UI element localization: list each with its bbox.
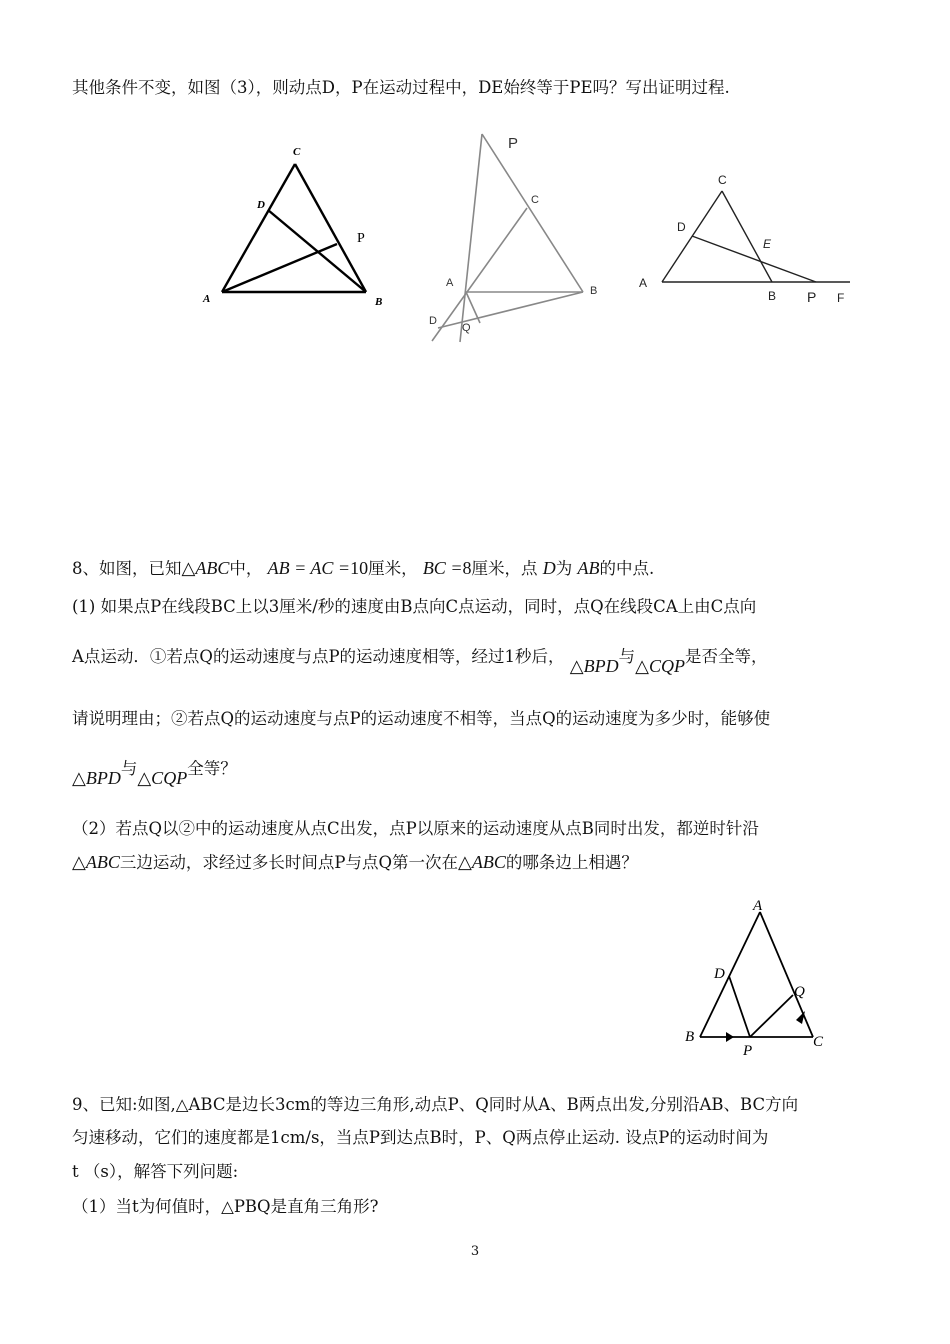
q9-line-2: 匀速移动，它们的速度都是1cm/s，当点P到达点B时，P、Q两点停止运动. 设点P的运动时间为 — [72, 1128, 769, 1147]
q8-fig-label-b: B — [685, 1029, 695, 1045]
q8-fig-label-p: P — [743, 1043, 753, 1059]
q8-text: 中， — [229, 559, 263, 578]
q8-math-triangle-bpd: △BPD — [72, 768, 121, 788]
q8-math-triangle-abc: △ABC — [181, 558, 230, 578]
fig1-label-d: D — [257, 199, 265, 211]
q8-math-ab: AB — [577, 558, 600, 578]
q8-fig-label-d: D — [714, 966, 725, 982]
q8-fig-label-q: Q — [794, 984, 805, 1000]
q8-text: 8、如图，已知 — [72, 559, 182, 578]
q8-math-triangle-cqp: △CQP — [635, 656, 685, 676]
fig1-label-c: C — [293, 146, 301, 158]
q8-text: 与 — [120, 759, 138, 778]
fig1-label-p: P — [357, 231, 365, 246]
q9-line-3: t （s），解答下列问题: — [72, 1162, 239, 1181]
q8-line-6: （2）若点Q以②中的运动速度从点C出发，点P以原来的运动速度从点B同时出发，都逆时针沿 — [72, 819, 759, 838]
q8-text: 厘米，点 — [471, 559, 538, 578]
q8-math-triangle-cqp: △CQP — [137, 768, 188, 788]
fig2-label-b: B — [590, 285, 598, 297]
q8-line-7 — [72, 851, 638, 874]
fig3-label-d: D — [677, 220, 686, 234]
q9-line-1: 9、已知:如图,△ABC是边长3cm的等边三角形,动点P、Q同时从A、B两点出发,分别沿AB、BC方向 — [72, 1095, 799, 1114]
q8-line-3 — [72, 645, 768, 676]
q8-line-1 — [72, 557, 654, 580]
q8-text: 三边运动，求经过多长时间点P与点Q第一次在 — [119, 853, 458, 872]
q8-line-4: 请说明理由；②若点Q的运动速度与点P的运动速度不相等，当点Q的运动速度为多少时，能够使 — [72, 709, 771, 728]
q8-value-10: 10 — [350, 558, 369, 578]
fig1-label-a: A — [203, 293, 211, 305]
figure-1-triangle — [195, 138, 405, 313]
fig2-label-c: C — [531, 194, 539, 206]
q8-text: 为 — [555, 559, 573, 578]
q8-text: A点运动．①若点Q的运动速度与点P的运动速度相等，经过1秒后， — [72, 647, 565, 666]
q8-text: 与 — [618, 647, 636, 666]
q8-figure-triangle — [678, 892, 838, 1062]
q8-text: 的哪条边上相遇？ — [505, 853, 638, 872]
q8-line-5 — [72, 757, 237, 788]
fig2-label-q: Q — [462, 322, 471, 334]
q8-value-8: 8 — [462, 558, 472, 578]
fig3-label-f: F — [837, 291, 845, 305]
q8-text: 全等？ — [187, 759, 237, 778]
fig2-label-a: A — [446, 277, 454, 289]
q8-text: 是否全等， — [684, 647, 768, 666]
q8-math-triangle-bpd: △BPD — [569, 656, 619, 676]
figure-3-triangle — [632, 165, 862, 315]
intro-question-line: 其他条件不变，如图（3），则动点D，P在运动过程中，DE始终等于PE吗？写出证明过程. — [72, 78, 730, 97]
q8-text: 厘米， — [368, 559, 418, 578]
q8-math-d: D — [542, 558, 556, 578]
q9-line-4: （1）当t为何值时，△PBQ是直角三角形? — [72, 1197, 379, 1216]
q8-text: 的中点. — [599, 559, 655, 578]
q8-math-ab-ac: AB = AC = — [267, 558, 351, 578]
q8-math-triangle-abc: △ABC — [457, 852, 506, 872]
fig3-label-e: E — [763, 237, 772, 251]
q8-math-bc: BC = — [422, 558, 463, 578]
figure-2-triangle — [420, 128, 610, 353]
q8-line-2: (1) 如果点P在线段BC上以3厘米/秒的速度由B点向C点运动，同时，点Q在线段CA上由C点向 — [72, 597, 757, 616]
fig2-label-p: P — [508, 135, 519, 152]
fig3-label-a: A — [639, 276, 648, 290]
q8-fig-label-c: C — [813, 1034, 824, 1050]
page-number: 3 — [470, 1244, 480, 1259]
fig2-label-d: D — [429, 315, 437, 327]
q8-fig-label-a: A — [753, 898, 763, 914]
fig3-label-c: C — [718, 173, 727, 187]
fig1-label-b: B — [375, 296, 383, 308]
fig3-label-p: P — [807, 289, 817, 305]
fig3-label-b: B — [768, 289, 777, 303]
q8-math-triangle-abc: △ABC — [72, 852, 120, 872]
